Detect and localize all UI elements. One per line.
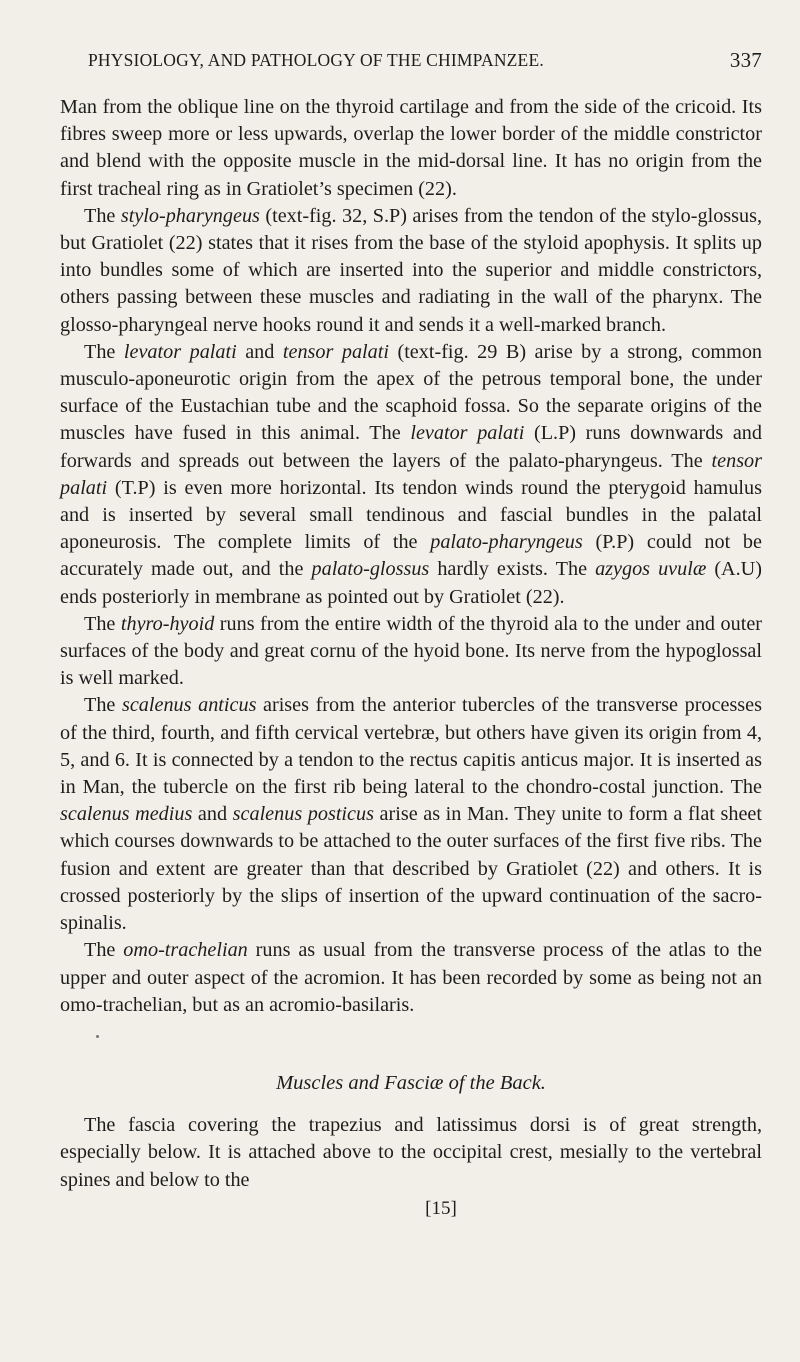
section-heading: Muscles and Fasciæ of the Back.: [276, 1071, 546, 1094]
body-text: [60, 94, 762, 1222]
term-thyro-hyoid: thyro-hyoid: [120, 612, 215, 635]
term-palato-glossus: palato-glossus: [311, 558, 430, 581]
term-levator-palati: levator palati: [123, 340, 237, 363]
ink-speck: [96, 1035, 99, 1038]
paragraph-scalenus: The scalenus anticus arises from the anterior tubercles of the transverse processes of the third, fourth, and fifth cervical vertebræ, but others have given its origin from 4, 5, and 6. It is connected by a tendon to the rectus capitis anticus major. It is inserted as in Man, the tubercle on the first rib being lateral to the chondro-costal junction. The scalenus medius and scalenus posticus arise as in Man. They unite to form a flat sheet which courses downwards to be attached to the outer surfaces of the first five ribs. The fusion and extent are greater than that described by Gratiolet (22) and others. It is crossed posteriorly by the slips of insertion of the upward continuation of the sacro-spinalis.: [60, 694, 762, 935]
term-omo-trachelian: omo-trachelian: [123, 939, 248, 962]
paragraph-stylo-pharyngeus: The stylo-pharyngeus (text-fig. 32, S.P) arises from the tendon of the stylo-glossus, but Gratiolet (22) states that it rises from the base of the styloid apophysis. It splits up into bundles some of which are inserted into the superior and middle constrictors, others passing between these muscles and radiating in the wall of the pharynx. The glosso-pharyngeal nerve hooks round it and sends it a well-marked branch.: [60, 204, 762, 336]
term-tensor-palati: tensor palati: [282, 340, 389, 363]
running-title: PHYSIOLOGY, AND PATHOLOGY OF THE CHIMPANZEE.: [88, 50, 544, 70]
term-scalenus-posticus: scalenus posticus: [232, 803, 374, 826]
running-header: [60, 22, 762, 72]
paragraph-thyro-hyoid: The thyro-hyoid runs from the entire width of the thyroid ala to the under and outer surfaces of the body and great cornu of the hyoid bone. Its nerve from the hypoglossal is well marked.: [60, 612, 762, 690]
page-number: 337: [729, 48, 762, 72]
term-tensor-palati: tensor palati: [60, 449, 762, 499]
paragraph-omo-trachelian: The omo-trachelian runs as usual from the transverse process of the atlas to the upper and outer aspect of the acromion. It has been recorded by some as being not an omo-trachelian, but as an acromio-basilaris.: [60, 939, 762, 1016]
term-scalenus-anticus: scalenus anticus: [121, 694, 257, 717]
page: [60, 22, 763, 1219]
term-palato-pharyngeus: palato-pharyngeus: [430, 531, 583, 554]
term-azygos-uvulae: azygos uvulæ: [595, 558, 707, 581]
signature-mark: [15]: [425, 1197, 457, 1219]
paragraph-1: Man from the oblique line on the thyroid cartilage and from the side of the cricoid. Its fibres sweep more or less upwards, overlap the lower border of the middle constrictor and blend with the opposite muscle in the mid-dorsal line. It has no origin from the first tracheal ring as in Gratiolet’s specimen (22).: [60, 96, 762, 200]
paragraph-palati: The levator palati and tensor palati (text-fig. 29 B) arise by a strong, common musculo-aponeurotic origin from the apex of the petrous temporal bone, the under surface of the Eustachian tube and the scaphoid fossa. So the separate origins of the muscles have fused in this animal. The levator palati (L.P) runs downwards and forwards and spreads out between the layers of the palato-pharyngeus. The tensor palati (T.P) is even more horizontal. Its tendon winds round the pterygoid hamulus and is inserted by several small tendinous and fascial bundles in the palatal aponeurosis. The complete limits of the palato-pharyngeus (P.P) could not be accurately made out, and the palato-glossus hardly exists. The azygos uvulæ (A.U) ends posteriorly in membrane as pointed out by Gratiolet (22).: [60, 340, 763, 608]
term-stylo-pharyngeus: stylo-pharyngeus: [120, 204, 260, 227]
paragraph-fascia: The fascia covering the trapezius and latissimus dorsi is of great strength, especially below. It is attached above to the occipital crest, mesially to the vertebral spines and below to the: [60, 1114, 762, 1191]
term-scalenus-medius: scalenus medius: [60, 803, 193, 826]
term-levator-palati: levator palati: [410, 422, 525, 445]
